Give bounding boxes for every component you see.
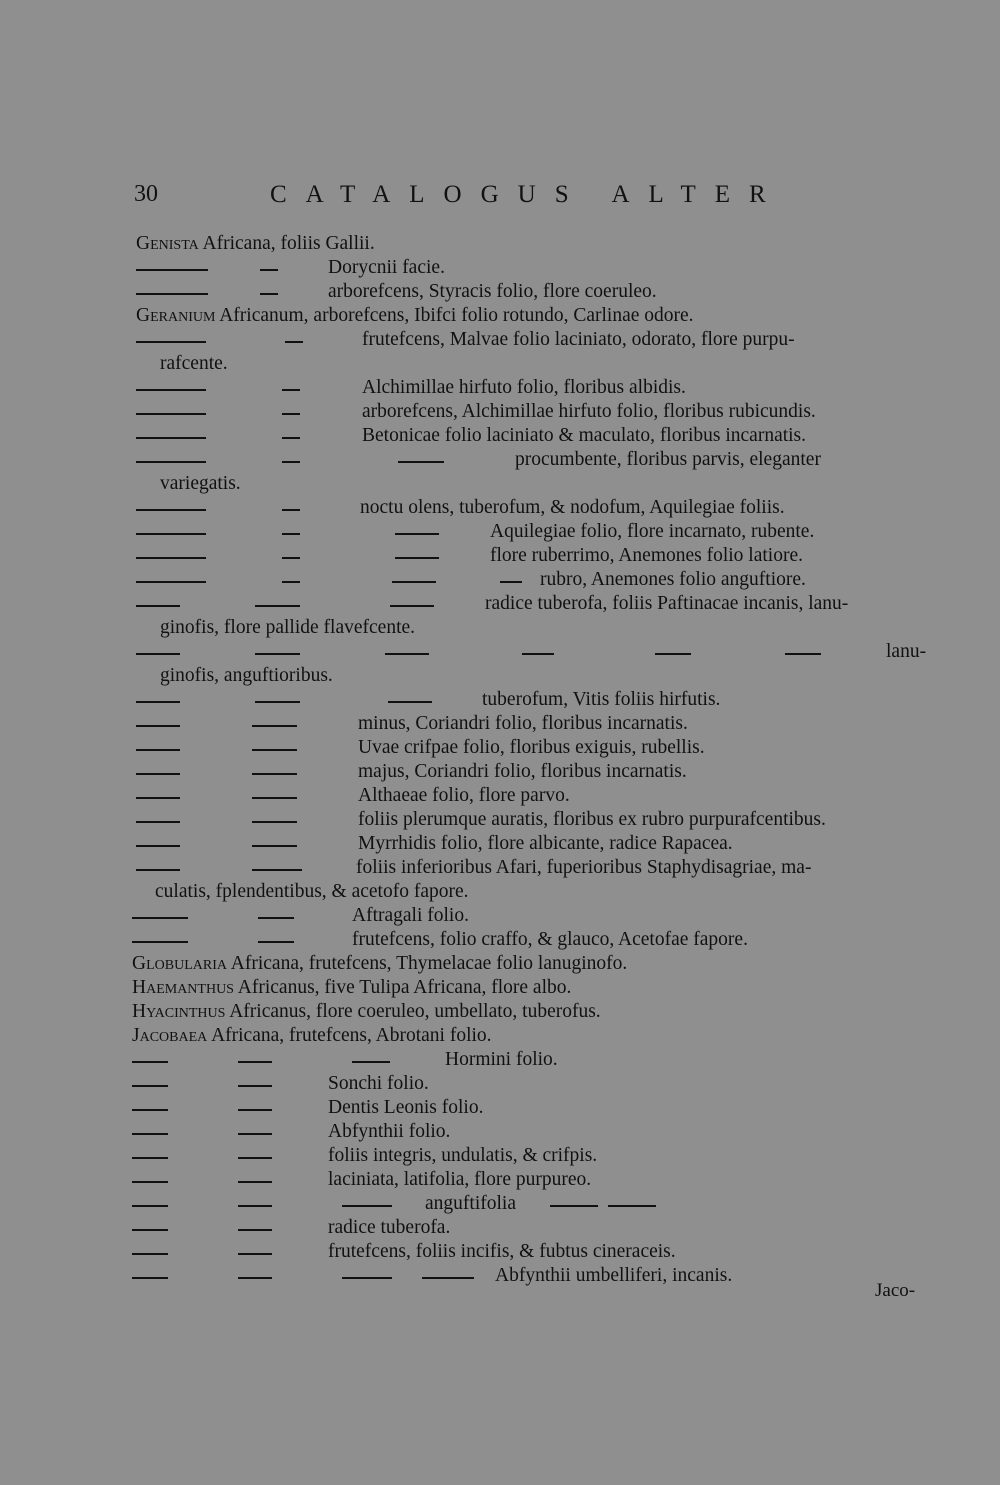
ditto-dash [132, 1229, 168, 1231]
ditto-dash [282, 557, 300, 559]
genus-name: Genista [136, 233, 199, 254]
catalogue-entry [358, 784, 570, 808]
catalogue-entry [328, 1216, 450, 1240]
entry-text: Africanum, arborefcens, Ibifci folio rotundo, Carlinae odore. [215, 305, 694, 326]
catalogue-entry [328, 280, 657, 304]
catchword: Jaco- [875, 1280, 916, 1301]
catalogue-entry [352, 928, 748, 952]
catalogue-entry [132, 952, 627, 976]
entry-text: Uvae crifpae folio, floribus exiguis, rubellis. [358, 737, 705, 758]
catalogue-entry [328, 1144, 597, 1168]
ditto-dash [252, 869, 302, 871]
entry-text: Abfynthii folio. [328, 1121, 451, 1142]
entry-text: Africana, frutefcens, Thymelacae folio lanuginofo. [226, 953, 628, 974]
ditto-dash [136, 461, 206, 463]
entry-text: Althaeae folio, flore parvo. [358, 785, 570, 806]
catalogue-entry [886, 640, 926, 664]
catalogue-entry [132, 976, 571, 1000]
entry-text: Hormini folio. [445, 1049, 558, 1070]
catalogue-entry [358, 760, 687, 784]
ditto-dash [390, 605, 434, 607]
ditto-dash [132, 1109, 168, 1111]
entry-text: ginofis, flore pallide flavefcente. [160, 617, 416, 638]
catalogue-entry [155, 880, 469, 904]
ditto-dash [342, 1277, 392, 1279]
ditto-dash [132, 1157, 168, 1159]
genus-name: Geranium [136, 305, 216, 326]
ditto-dash [132, 917, 188, 919]
ditto-dash [282, 437, 300, 439]
ditto-dash [136, 725, 180, 727]
catalogue-entry [358, 832, 733, 856]
entry-text: Myrrhidis folio, flore albicante, radice Rapacea. [358, 833, 733, 854]
catalogue-entry [358, 712, 688, 736]
catalogue-entry [160, 664, 333, 688]
entry-text: arborefcens, Alchimillae hirfuto folio, floribus rubicundis. [362, 401, 816, 422]
entry-text: foliis inferioribus Afari, fuperioribus Staphydisagriae, ma- [356, 857, 812, 878]
ditto-dash [136, 653, 180, 655]
catalogue-entry [362, 376, 686, 400]
ditto-dash [136, 341, 206, 343]
ditto-dash [136, 701, 180, 703]
ditto-dash [255, 605, 300, 607]
ditto-dash [522, 653, 554, 655]
entry-text: flore ruberrimo, Anemones folio latiore. [490, 545, 803, 566]
ditto-dash [136, 797, 180, 799]
catalogue-entry [160, 352, 228, 376]
catalogue-entry [356, 856, 811, 880]
catalogue-entry [358, 808, 826, 832]
entry-text: Africanus, flore coeruleo, umbellato, tuberofus. [225, 1001, 601, 1022]
catalogue-entry [328, 256, 445, 280]
catalogue-entry [485, 592, 848, 616]
entry-text: radice tuberofa, foliis Paftinacae incanis, lanu- [485, 593, 849, 614]
entry-text: foliis plerumque auratis, floribus ex rubro purpurafcentibus. [358, 809, 826, 830]
entry-text: Sonchi folio. [328, 1073, 429, 1094]
ditto-dash [136, 293, 208, 295]
ditto-dash [282, 581, 300, 583]
catalogue-entry [490, 544, 803, 568]
ditto-dash [252, 845, 297, 847]
ditto-dash [136, 749, 180, 751]
catalogue-entry [360, 496, 785, 520]
ditto-dash [258, 941, 294, 943]
ditto-dash [238, 1181, 272, 1183]
entry-text: Dorycnii facie. [328, 257, 445, 278]
ditto-dash [238, 1229, 272, 1231]
entry-text: Dentis Leonis folio. [328, 1097, 484, 1118]
catalogue-entry [425, 1192, 516, 1216]
ditto-dash [238, 1109, 272, 1111]
ditto-dash [395, 557, 439, 559]
entry-text: anguftifolia [425, 1193, 516, 1214]
catalogue-entry [362, 400, 816, 424]
ditto-dash [136, 605, 180, 607]
entry-text: culatis, fplendentibus, & acetofo fapore. [155, 881, 469, 902]
entry-text: rubro, Anemones folio anguftiore. [540, 569, 806, 590]
ditto-dash [132, 1277, 168, 1279]
ditto-dash [392, 581, 436, 583]
ditto-dash [238, 1133, 272, 1135]
ditto-dash [252, 821, 297, 823]
entry-text: radice tuberofa. [328, 1217, 451, 1238]
ditto-dash [655, 653, 691, 655]
ditto-dash [282, 533, 300, 535]
ditto-dash [550, 1205, 598, 1207]
entry-text: lanu- [886, 641, 927, 662]
ditto-dash [136, 509, 206, 511]
catalogue-entry [358, 736, 705, 760]
catalogue-entry [515, 448, 821, 472]
ditto-dash [255, 653, 300, 655]
genus-name: Jacobaea [132, 1025, 208, 1046]
ditto-dash [352, 1061, 390, 1063]
catalogue-entry [362, 328, 795, 352]
catalogue-entry [540, 568, 806, 592]
running-title: CATALOGUS ALTER [270, 181, 785, 208]
ditto-dash [136, 389, 206, 391]
ditto-dash [785, 653, 821, 655]
ditto-dash [388, 701, 432, 703]
catalogue-entry [445, 1048, 558, 1072]
catalogue-entry [160, 616, 415, 640]
ditto-dash [285, 341, 303, 343]
catalogue-entry [328, 1240, 676, 1264]
catalogue-entry [136, 304, 694, 328]
entry-text: arborefcens, Styracis folio, flore coeruleo. [328, 281, 657, 302]
ditto-dash [282, 413, 300, 415]
genus-name: Hyacinthus [132, 1001, 226, 1022]
catalogue-entry [132, 1024, 492, 1048]
catalogue-entry [328, 1168, 591, 1192]
ditto-dash [136, 557, 206, 559]
entry-text: variegatis. [160, 473, 241, 494]
entry-text: frutefcens, Malvae folio laciniato, odorato, flore purpu- [362, 329, 795, 350]
ditto-dash [252, 773, 297, 775]
ditto-dash [260, 269, 278, 271]
ditto-dash [132, 1253, 168, 1255]
ditto-dash [282, 461, 300, 463]
ditto-dash [132, 1181, 168, 1183]
ditto-dash [136, 581, 206, 583]
catalogue-entry [160, 472, 241, 496]
ditto-dash [238, 1205, 272, 1207]
ditto-dash [238, 1061, 272, 1063]
ditto-dash [422, 1277, 474, 1279]
ditto-dash [608, 1205, 656, 1207]
entry-text: foliis integris, undulatis, & crifpis. [328, 1145, 598, 1166]
ditto-dash [258, 917, 294, 919]
catalogue-entry [328, 1120, 450, 1144]
ditto-dash [238, 1157, 272, 1159]
catalogue-entry [328, 1096, 483, 1120]
catalogue-entry [328, 1072, 429, 1096]
ditto-dash [260, 293, 278, 295]
entry-text: majus, Coriandri folio, floribus incarnatis. [358, 761, 687, 782]
ditto-dash [136, 845, 180, 847]
ditto-dash [136, 533, 206, 535]
entry-text: tuberofum, Vitis foliis hirfutis. [482, 689, 721, 710]
ditto-dash [132, 941, 188, 943]
catalogue-entry [136, 232, 375, 256]
ditto-dash [282, 389, 300, 391]
entry-text: Alchimillae hirfuto folio, floribus albidis. [362, 377, 686, 398]
catalogue-entry [490, 520, 814, 544]
catalogue-entry [352, 904, 469, 928]
ditto-dash [255, 701, 300, 703]
ditto-dash [136, 269, 208, 271]
ditto-dash [136, 437, 206, 439]
ditto-dash [132, 1133, 168, 1135]
entry-text: Betonicae folio laciniato & maculato, floribus incarnatis. [362, 425, 807, 446]
catalogue-entry [495, 1264, 732, 1288]
ditto-dash [342, 1205, 392, 1207]
entry-text: Aquilegiae folio, flore incarnato, rubente. [490, 521, 815, 542]
ditto-dash [132, 1061, 168, 1063]
entry-text: Africana, frutefcens, Abrotani folio. [207, 1025, 492, 1046]
entry-text: frutefcens, folio craffo, & glauco, Acetofae fapore. [352, 929, 748, 950]
catalogue-entry [482, 688, 720, 712]
ditto-dash [136, 773, 180, 775]
ditto-dash [238, 1253, 272, 1255]
genus-name: Globularia [132, 953, 227, 974]
ditto-dash [132, 1085, 168, 1087]
ditto-dash [238, 1277, 272, 1279]
ditto-dash [136, 869, 180, 871]
ditto-dash [252, 797, 297, 799]
ditto-dash [282, 509, 300, 511]
ditto-dash [395, 533, 439, 535]
genus-name: Haemanthus [132, 977, 234, 998]
entry-text: rafcente. [160, 353, 228, 374]
entry-text: frutefcens, foliis incifis, & fubtus cineraceis. [328, 1241, 676, 1262]
entry-text: procumbente, floribus parvis, eleganter [515, 449, 821, 470]
ditto-dash [136, 413, 206, 415]
catalogue-entry [362, 424, 806, 448]
entry-text: Aftragali folio. [352, 905, 469, 926]
entry-text: noctu olens, tuberofum, & nodofum, Aquilegiae foliis. [360, 497, 785, 518]
catalogue-entry [132, 1000, 601, 1024]
entry-text: laciniata, latifolia, flore purpureo. [328, 1169, 592, 1190]
ditto-dash [238, 1085, 272, 1087]
entry-text: Africana, foliis Gallii. [198, 233, 375, 254]
ditto-dash [252, 725, 297, 727]
entry-text: Africanus, five Tulipa Africana, flore albo. [233, 977, 572, 998]
ditto-dash [398, 461, 444, 463]
entry-text: minus, Coriandri folio, floribus incarnatis. [358, 713, 688, 734]
ditto-dash [385, 653, 429, 655]
ditto-dash [136, 821, 180, 823]
ditto-dash [252, 749, 297, 751]
entry-text: ginofis, anguftioribus. [160, 665, 333, 686]
ditto-dash [500, 581, 522, 583]
ditto-dash [132, 1205, 168, 1207]
page-number: 30 [134, 181, 158, 207]
entry-text: Abfynthii umbelliferi, incanis. [495, 1265, 733, 1286]
